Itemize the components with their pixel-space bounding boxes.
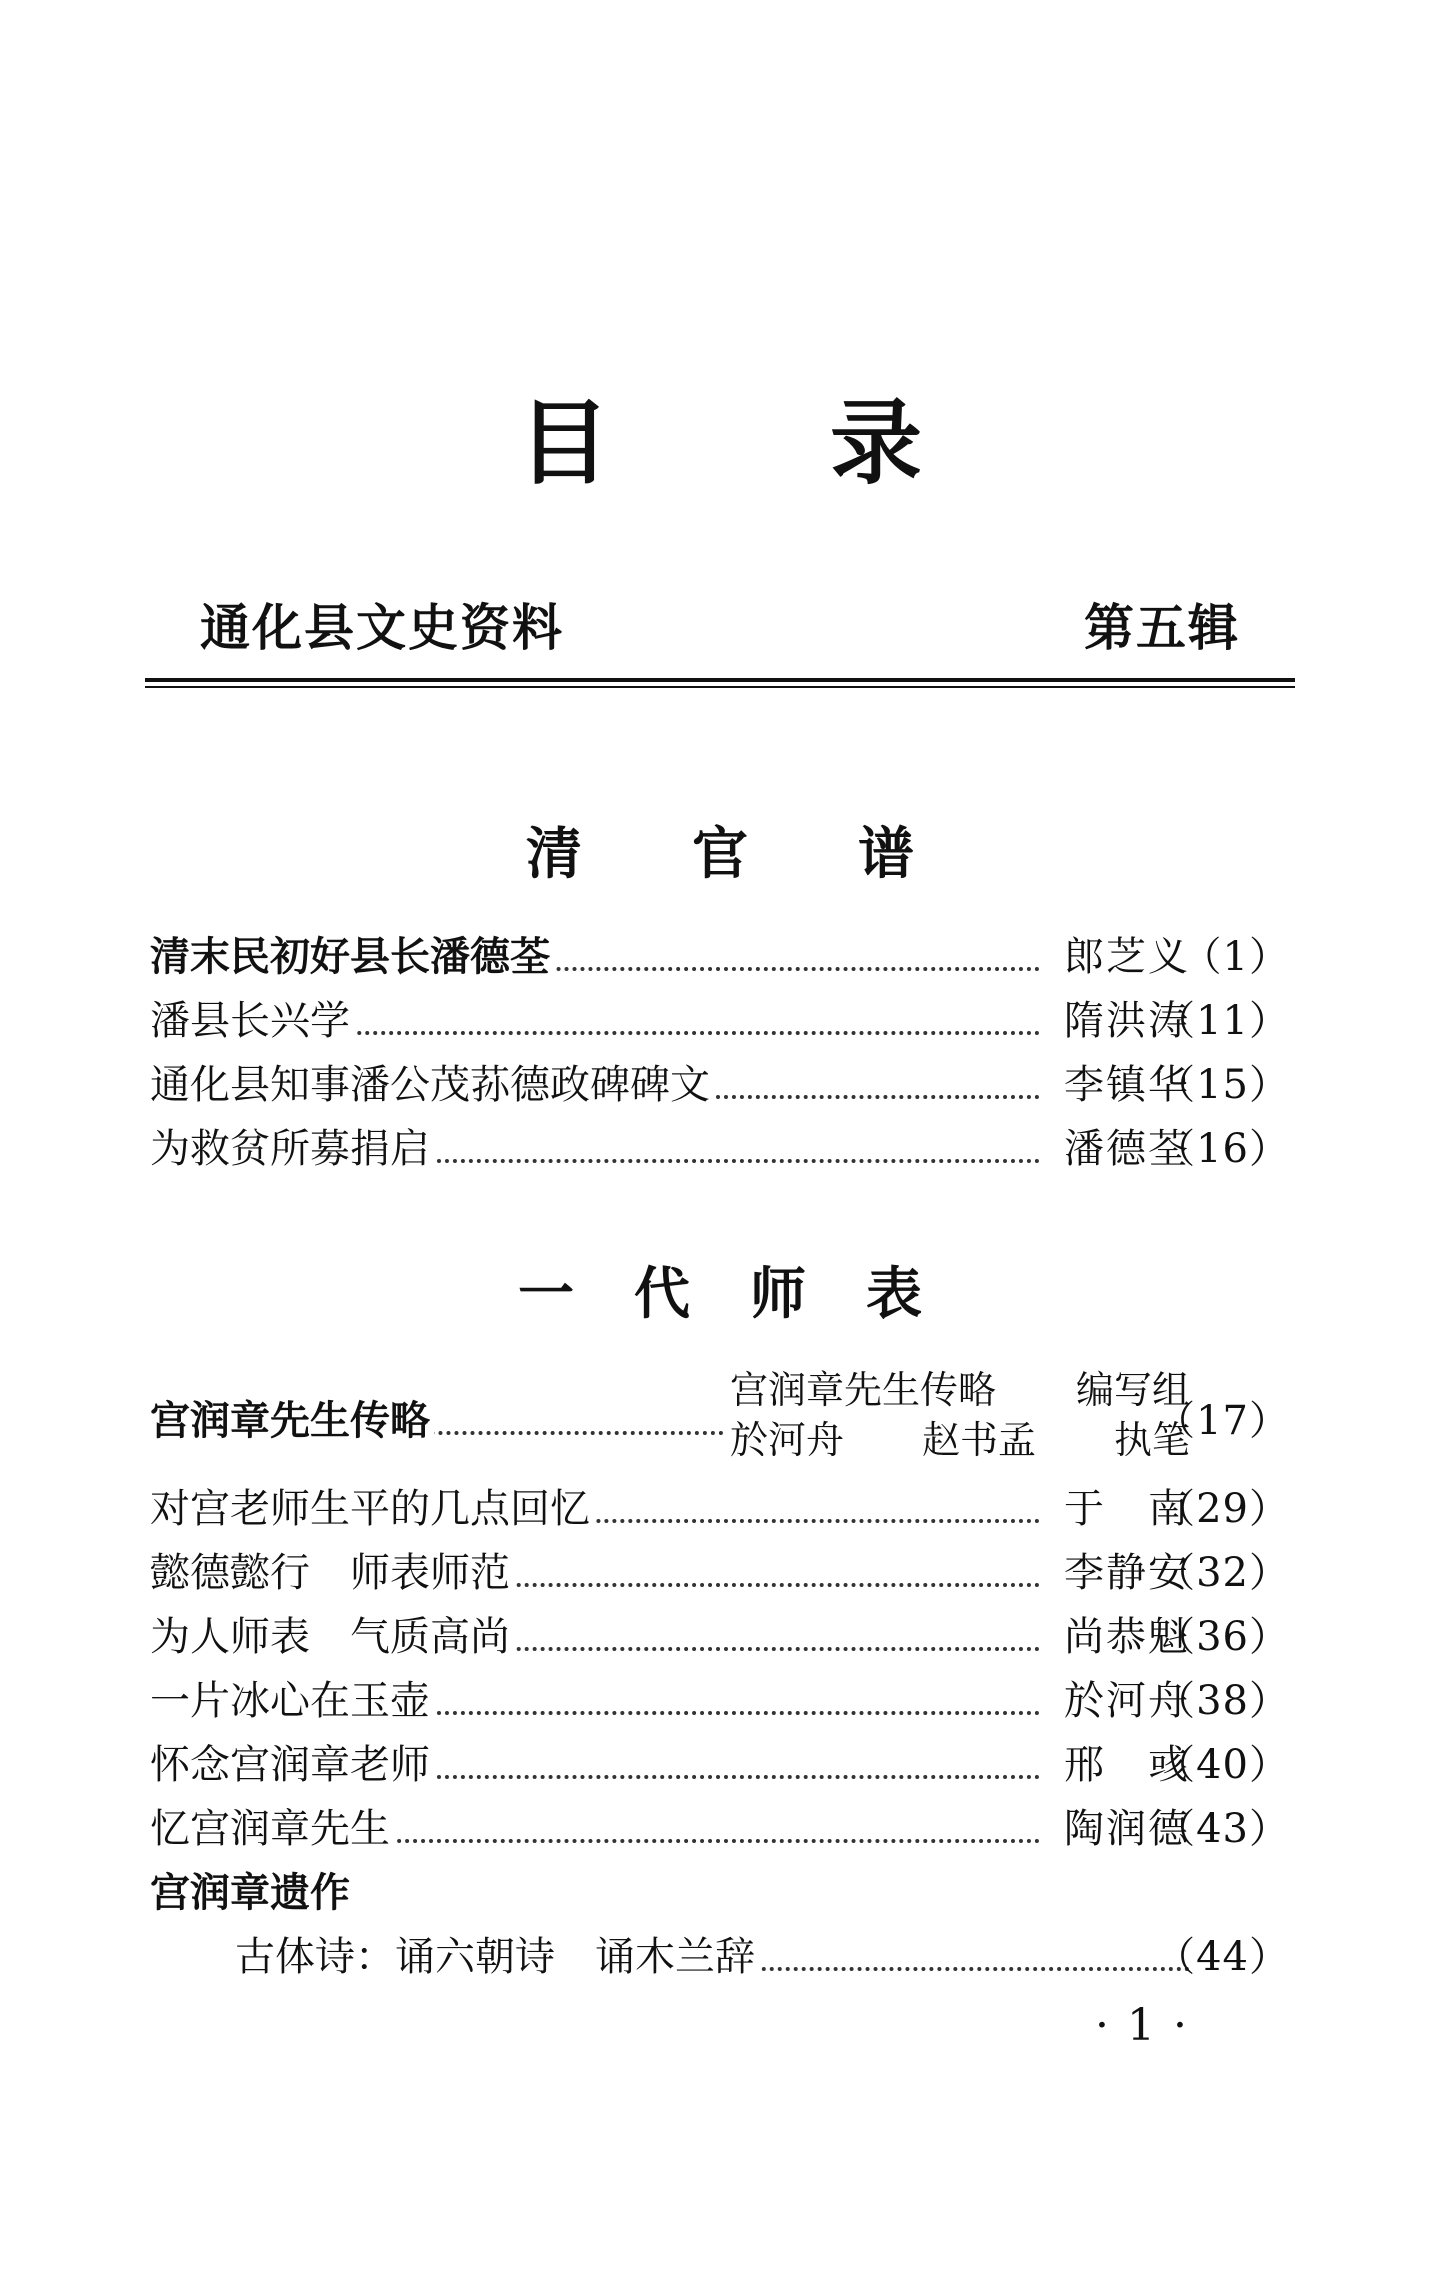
entry-page: （15） bbox=[1155, 1062, 1290, 1108]
entry-title: 古体诗：诵六朝诗 诵木兰辞 bbox=[235, 1925, 759, 1989]
entry-author: 于 南 bbox=[1060, 1477, 1190, 1541]
entry-page: （11） bbox=[1155, 998, 1290, 1044]
author-credit: 赵书孟 bbox=[921, 1418, 1036, 1462]
section-heading-yidaishibiao: 一代师表 bbox=[518, 1262, 982, 1327]
toc-entry[interactable] bbox=[150, 1541, 1290, 1605]
toc-entry[interactable] bbox=[150, 1117, 1290, 1181]
entry-title: 一片冰心在玉壶 bbox=[150, 1669, 434, 1733]
entry-page: （40） bbox=[1155, 1742, 1290, 1788]
toc-entry[interactable] bbox=[150, 1733, 1290, 1797]
entry-title: 清末民初好县长潘德荃 bbox=[150, 925, 554, 989]
page-number: ·1· bbox=[1095, 2000, 1205, 2051]
subsection-heading: 宫润章遗作 bbox=[150, 1870, 350, 1916]
header-rule bbox=[145, 678, 1295, 682]
entry-page: （32） bbox=[1155, 1550, 1290, 1596]
entry-author: 隋洪涛 bbox=[1060, 989, 1190, 1053]
toc-entry[interactable] bbox=[150, 1605, 1290, 1669]
entry-author: 邢 彧 bbox=[1060, 1733, 1190, 1797]
entry-title: 忆宫润章先生 bbox=[150, 1797, 394, 1861]
toc-entry[interactable] bbox=[150, 1797, 1290, 1861]
entry-page: （36） bbox=[1155, 1614, 1290, 1660]
page-title: 目录 bbox=[518, 390, 1142, 497]
entry-title: 懿德懿行 师表师范 bbox=[150, 1541, 514, 1605]
entry-author: 李镇华 bbox=[1060, 1053, 1190, 1117]
toc-entry[interactable] bbox=[150, 925, 1290, 989]
section-heading-qingguanpu: 清官谱 bbox=[526, 822, 1024, 887]
author-credit: 於河舟 bbox=[730, 1418, 845, 1462]
entry-page: （43） bbox=[1155, 1806, 1290, 1852]
entry-author: 尚恭魁 bbox=[1060, 1605, 1190, 1669]
entry-title: 宫润章先生传略 bbox=[150, 1389, 434, 1453]
entry-title: 怀念宫润章老师 bbox=[150, 1733, 434, 1797]
toc-entry[interactable] bbox=[150, 989, 1290, 1053]
entry-title: 对宫老师生平的几点回忆 bbox=[150, 1477, 594, 1541]
series-name: 通化县文史资料 bbox=[200, 599, 564, 657]
entry-authors bbox=[724, 1365, 1190, 1465]
entry-page: （38） bbox=[1155, 1678, 1290, 1724]
entry-title: 通化县知事潘公茂荪德政碑碑文 bbox=[150, 1053, 714, 1117]
entry-page: （1） bbox=[1181, 934, 1290, 980]
toc-entry[interactable] bbox=[150, 1925, 1290, 1989]
entry-title: 为人师表 气质高尚 bbox=[150, 1605, 514, 1669]
entry-page: （16） bbox=[1155, 1126, 1290, 1172]
issue-number: 第五辑 bbox=[1084, 599, 1240, 657]
entry-author: 李静安 bbox=[1060, 1541, 1190, 1605]
toc-entry[interactable] bbox=[150, 1669, 1290, 1733]
toc-section-2 bbox=[150, 1365, 1290, 1989]
author-credit: 执笔 bbox=[1113, 1418, 1190, 1462]
toc-entry[interactable] bbox=[150, 1477, 1290, 1541]
entry-author: 郎芝义 bbox=[1060, 925, 1190, 989]
toc-entry[interactable] bbox=[150, 1053, 1290, 1117]
header-rule-thin bbox=[145, 686, 1295, 688]
author-credit: 宫润章先生传略 bbox=[730, 1368, 997, 1412]
entry-page: （17） bbox=[1155, 1398, 1290, 1444]
entry-author: 潘德荃 bbox=[1060, 1117, 1190, 1181]
entry-author: 於河舟 bbox=[1060, 1669, 1190, 1733]
entry-title: 潘县长兴学 bbox=[150, 989, 354, 1053]
toc-section-1 bbox=[150, 925, 1290, 1181]
entry-title: 为救贫所募捐启 bbox=[150, 1117, 434, 1181]
toc-entry[interactable] bbox=[150, 1365, 1290, 1477]
entry-author: 陶润德 bbox=[1060, 1797, 1190, 1861]
author-credit: 编写组 bbox=[1075, 1368, 1190, 1412]
entry-page: （29） bbox=[1155, 1486, 1290, 1532]
series-header bbox=[200, 588, 1240, 668]
entry-page: （44） bbox=[1155, 1934, 1290, 1980]
